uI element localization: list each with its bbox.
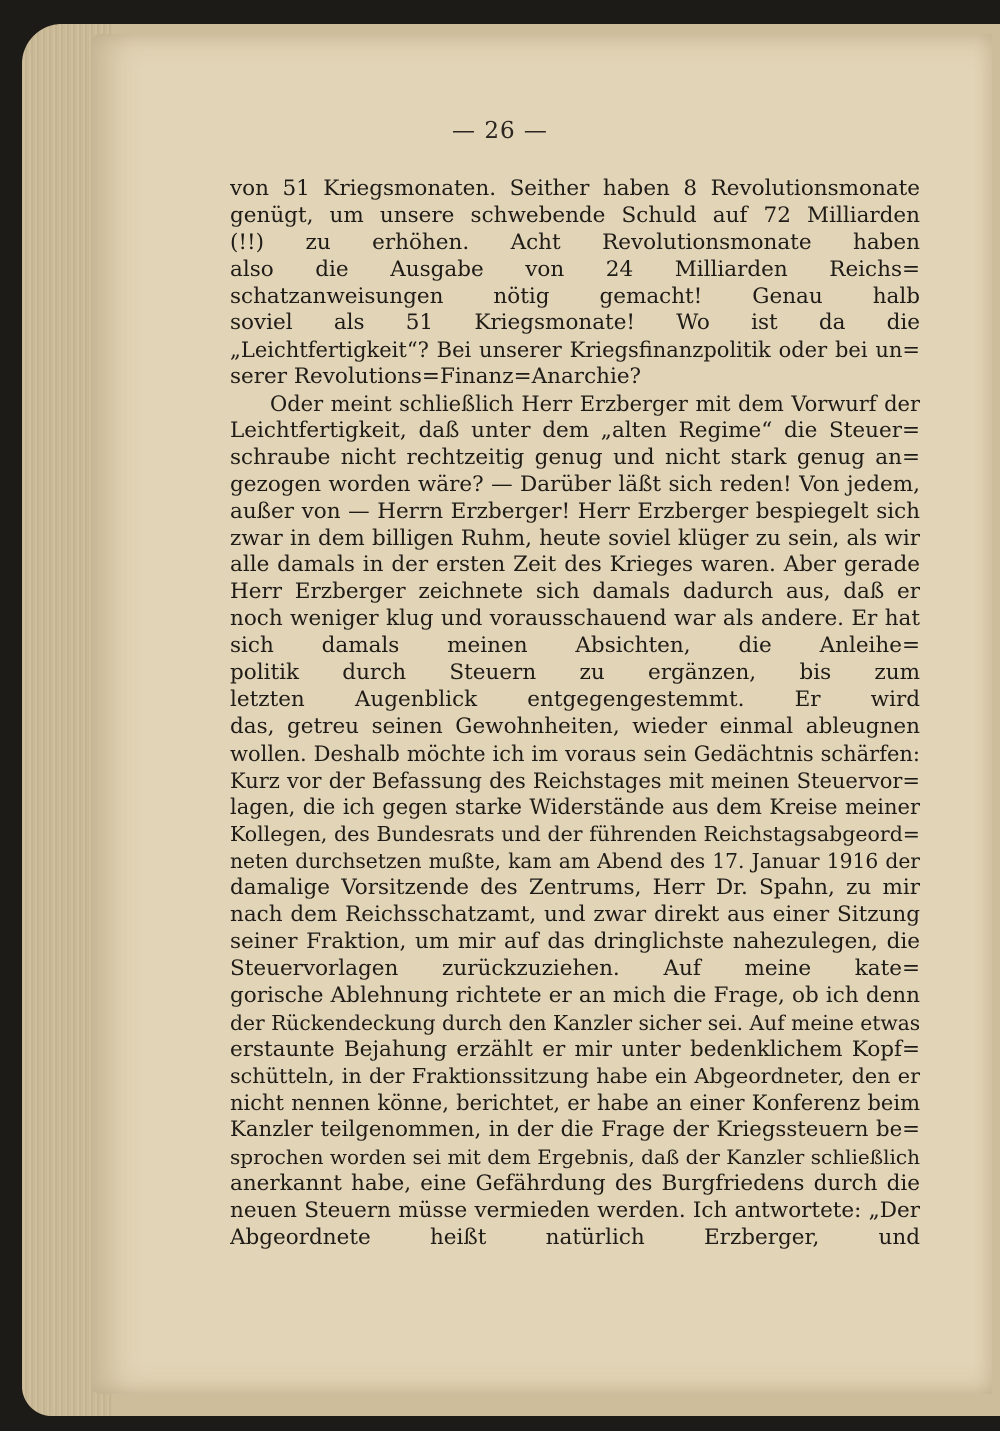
text-line: politik durch Steuern zu ergänzen, bis zum — [230, 660, 920, 686]
text-line: „Leichtfertigkeit“? Bei unserer Kriegsfinanzpolitik oder bei un= — [230, 338, 920, 363]
text-line: zwar in dem billigen Ruhm, heute soviel klüger zu sein, als wir — [230, 525, 920, 551]
text-line: neten durchsetzen mußte, kam am Abend des 17. Januar 1916 der — [230, 849, 920, 874]
text-line: serer Revolutions=Finanz=Anarchie? — [230, 364, 642, 390]
text-line: alle damals in der ersten Zeit des Krieges waren. Aber gerade — [230, 552, 920, 578]
text-line: von 51 Kriegsmonaten. Seither haben 8 Revolutionsmonate — [230, 176, 920, 201]
text-line: nicht nennen könne, berichtet, er habe an einer Konferenz beim — [230, 1091, 920, 1116]
page-number: — 26 — — [452, 118, 548, 144]
text-line: schütteln, in der Fraktionssitzung habe ein Abgeordneter, den er — [230, 1064, 920, 1089]
text-line: genügt, um unsere schwebende Schuld auf 72 Milliarden — [230, 202, 920, 228]
text-line: lagen, die ich gegen starke Widerstände aus dem Kreise meiner — [230, 795, 920, 820]
text-line: gezogen worden wäre? — Darüber läßt sich reden! Von jedem, — [230, 471, 920, 497]
text-line: Leichtfertigkeit, daß unter dem „alten Regime“ die Steuer= — [230, 418, 920, 444]
text-line: gorische Ablehnung richtete er an mich die Frage, ob ich denn — [230, 982, 920, 1008]
text-line: letzten Augenblick entgegengestemmt. Er wird — [230, 686, 920, 712]
text-line: erstaunte Bejahung erzählt er mir unter bedenklichem Kopf= — [230, 1036, 920, 1062]
text-line: der Rückendeckung durch den Kanzler sicher sei. Auf meine etwas — [230, 1010, 920, 1035]
text-line: Herr Erzberger zeichnete sich damals dadurch aus, daß er — [230, 579, 920, 605]
text-line: schraube nicht rechtzeitig genug und nicht stark genug an= — [230, 444, 920, 470]
text-line: das, getreu seinen Gewohnheiten, wieder einmal ableugnen — [230, 713, 920, 739]
text-line: neuen Steuern müsse vermieden werden. Ich antwortete: „Der — [230, 1197, 920, 1223]
text-line: Kurz vor der Befassung des Reichstages mit meinen Steuervor= — [230, 768, 920, 793]
text-line: Kollegen, des Bundesrats und der führenden Reichstagsabgeord= — [230, 822, 920, 847]
text-line: anerkannt habe, eine Gefährdung des Burgfriedens durch die — [230, 1170, 920, 1196]
text-line: sich damals meinen Absichten, die Anleihe= — [230, 633, 920, 659]
text-line: also die Ausgabe von 24 Milliarden Reichs= — [230, 256, 920, 282]
text-line: damalige Vorsitzende des Zentrums, Herr Dr. Spahn, zu mir — [230, 875, 920, 901]
text-line: schatzanweisungen nötig gemacht! Genau halb — [230, 283, 920, 309]
text-line: soviel als 51 Kriegsmonate! Wo ist da die — [230, 310, 920, 336]
text-line: Kanzler teilgenommen, in der die Frage der Kriegssteuern be= — [230, 1117, 920, 1143]
text-line: (!!) zu erhöhen. Acht Revolutionsmonate haben — [230, 229, 920, 255]
text-line: nach dem Reichsschatzamt, und zwar direkt aus einer Sitzung — [230, 902, 920, 928]
text-line: sprochen worden sei mit dem Ergebnis, daß der Kanzler schließlich — [230, 1145, 920, 1170]
text-line: Abgeordnete heißt natürlich Erzberger, und — [230, 1224, 920, 1250]
text-line: Oder meint schließlich Herr Erzberger mit dem Vorwurf der — [270, 392, 920, 417]
text-line: Steuervorlagen zurückzuziehen. Auf meine kate= — [230, 955, 920, 981]
text-line: seiner Fraktion, um mir auf das dringlichste nahezulegen, die — [230, 928, 920, 954]
text-line: außer von — Herrn Erzberger! Herr Erzberger bespiegelt sich — [230, 498, 920, 524]
text-line: wollen. Deshalb möchte ich im voraus sein Gedächtnis schärfen: — [230, 741, 920, 766]
text-line: noch weniger klug und vorausschauend war als andere. Er hat — [230, 606, 920, 632]
body-text — [230, 176, 920, 1252]
